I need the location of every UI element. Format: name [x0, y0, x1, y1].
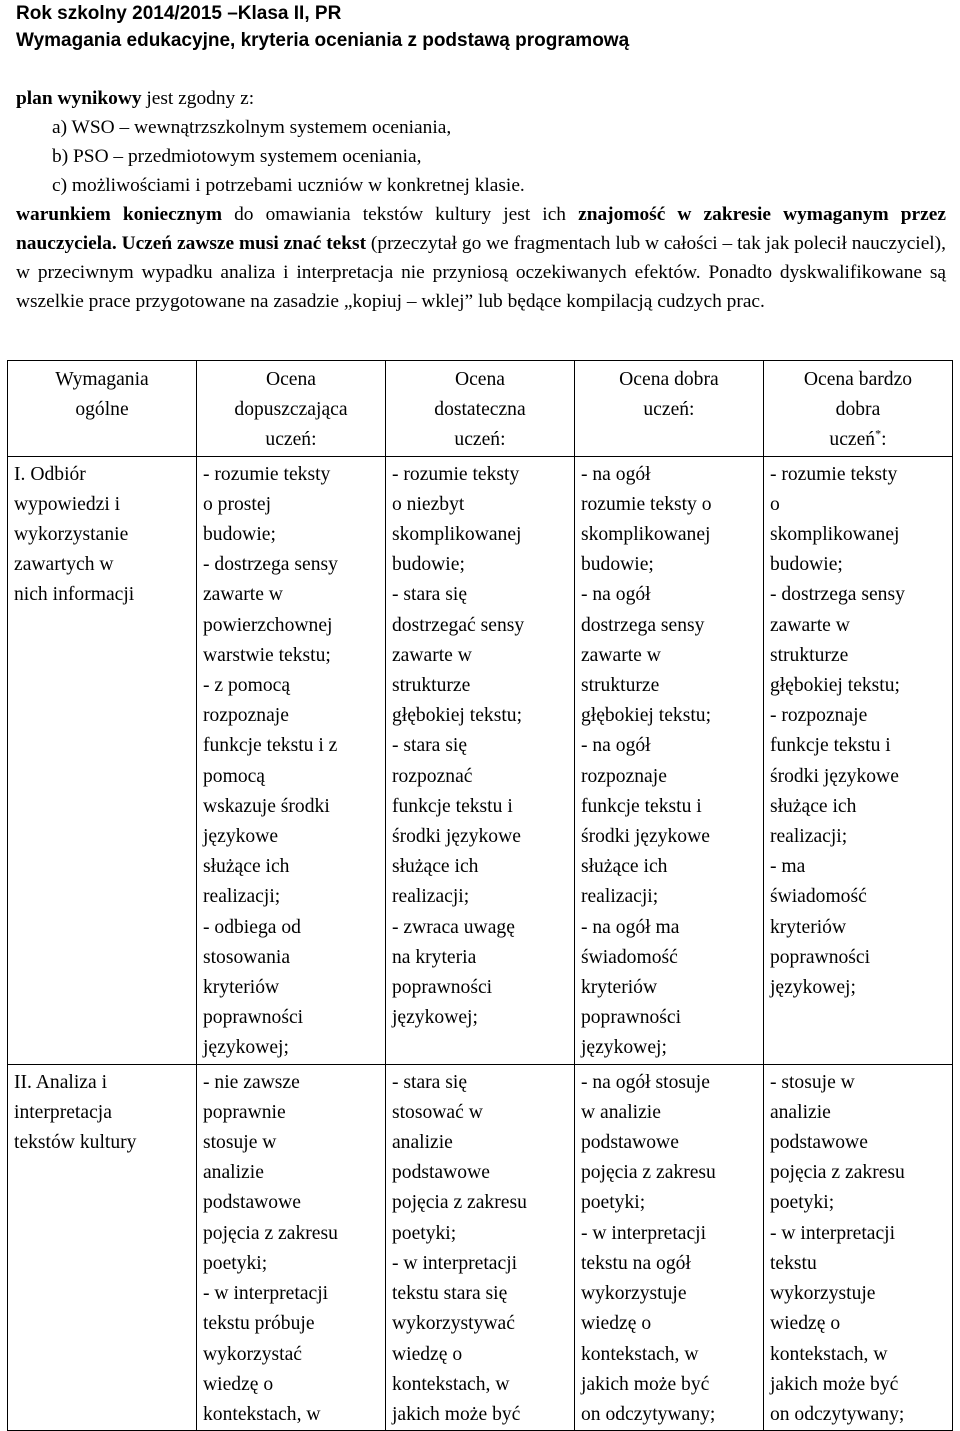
list-item: c) możliwościami i potrzebami uczniów w konkretnej klasie. [52, 175, 525, 196]
table-cell: - nie zawsze poprawnie stosuje w analizie podstawowe pojęcia z zakresu poetyki; - w interpretacji tekstu próbuje wykorzystać wiedzę o kontekstach, w [196, 1064, 385, 1430]
header-grade-very-good [763, 361, 952, 457]
header-grade-very-good-text: Ocena bardzo dobra uczeń [803, 369, 913, 451]
intro-section [16, 84, 946, 316]
text-run: do omawiania tekstów kultury jest ich [222, 204, 579, 225]
plan-list [16, 113, 946, 200]
list-item: a) WSO – wewnątrzszkolnym systemem oceniania, [52, 117, 452, 138]
table-cell: I. Odbiór wypowiedzi i wykorzystanie zawartych w nich informacji [8, 456, 197, 1064]
table-cell: - na ogół rozumie teksty o skomplikowanej budowie; - na ogół dostrzega sensy zawarte w strukturze głębokiej tekstu; - na ogół rozpoznaje funkcje tekstu i środki językowe służące ich realizacji; - na ogół ma świadomość kryteriów poprawności językowej; [574, 456, 763, 1064]
table-cell: - stara się stosować w analizie podstawowe pojęcia z zakresu poetyki; - w interpretacji tekstu stara się wykorzystywać wiedzę o kontekstach, w jakich może być [385, 1064, 574, 1430]
table-cell: - na ogół stosuje w analizie podstawowe pojęcia z zakresu poetyki; - w interpretacji tekstu na ogół wykorzystuje wiedzę o kontekstach, w jakich może być on odczytywany; [574, 1064, 763, 1430]
header-grade-sufficient: Ocena dopuszczająca uczeń: [196, 361, 385, 457]
header-grade-good: Ocena dobra uczeń: [574, 361, 763, 457]
table-cell: - stosuje w analizie podstawowe pojęcia z zakresu poetyki; - w interpretacji tekstu wykorzystuje wiedzę o kontekstach, w jakich może być on odczytywany; [763, 1064, 952, 1430]
footnote-marker: * [875, 426, 882, 441]
table-row [8, 1064, 953, 1430]
plan-line [16, 84, 946, 113]
table-cell: II. Analiza i interpretacja tekstów kultury [8, 1064, 197, 1430]
text-run: (przeczytał go we fragmentach lub w całości – tak jak polecił nauczyciel), w przeciwnym wypadku analiza i interpretacja nie przyniosą oczekiwanych efektów. Ponadto dyskwalifikowane są wszelkie prace przygotowane na zasadzie „kopiuj – wklej” lub będące kompilacją cudzych prac. [16, 233, 946, 312]
bold-phrase: znajomość w zakresie wymaganym przez nauczyciela. [16, 204, 946, 254]
document-subtitle: Wymagania edukacyjne, kryteria oceniania z podstawą programową [16, 30, 630, 51]
list-item: b) PSO – przedmiotowym systemem oceniania, [52, 146, 422, 167]
header-grade-satisfactory: Ocena dostateczna uczeń: [385, 361, 574, 457]
header-colon: : [881, 429, 887, 451]
table-cell: - rozumie teksty o niezbyt skomplikowanej budowie; - stara się dostrzegać sensy zawarte w strukturze głębokiej tekstu; - stara się rozpoznać funkcje tekstu i środki językowe służące ich realizacji; - zwraca uwagę na kryteria poprawności językowej; [385, 456, 574, 1064]
table-header-row [8, 361, 953, 457]
plan-bold: plan wynikowy [16, 88, 142, 109]
requirements-paragraph [16, 200, 946, 316]
plan-rest: jest zgodny z: [141, 88, 255, 109]
document-page [16, 0, 946, 316]
header-general-requirements: Wymagania ogólne [8, 361, 197, 457]
table-cell: - rozumie teksty o skomplikowanej budowie; - dostrzega sensy zawarte w strukturze głębokiej tekstu; - rozpoznaje funkcje tekstu i środki językowe służące ich realizacji; - ma świadomość kryteriów poprawności językowej; [763, 456, 952, 1064]
bold-phrase: warunkiem koniecznym [16, 204, 223, 225]
bold-phrase: Uczeń zawsze musi znać tekst [121, 233, 367, 254]
table-cell: - rozumie teksty o prostej budowie; - dostrzega sensy zawarte w powierzchownej warstwie tekstu; - z pomocą rozpoznaje funkcje tekstu i z pomocą wskazuje środki językowe służące ich realizacji; - odbiega od stosowania kryteriów poprawności językowej; [196, 456, 385, 1064]
table-row [8, 456, 953, 1064]
grading-table [7, 360, 953, 1431]
document-title: Rok szkolny 2014/2015 –Klasa II, PR [16, 3, 342, 24]
